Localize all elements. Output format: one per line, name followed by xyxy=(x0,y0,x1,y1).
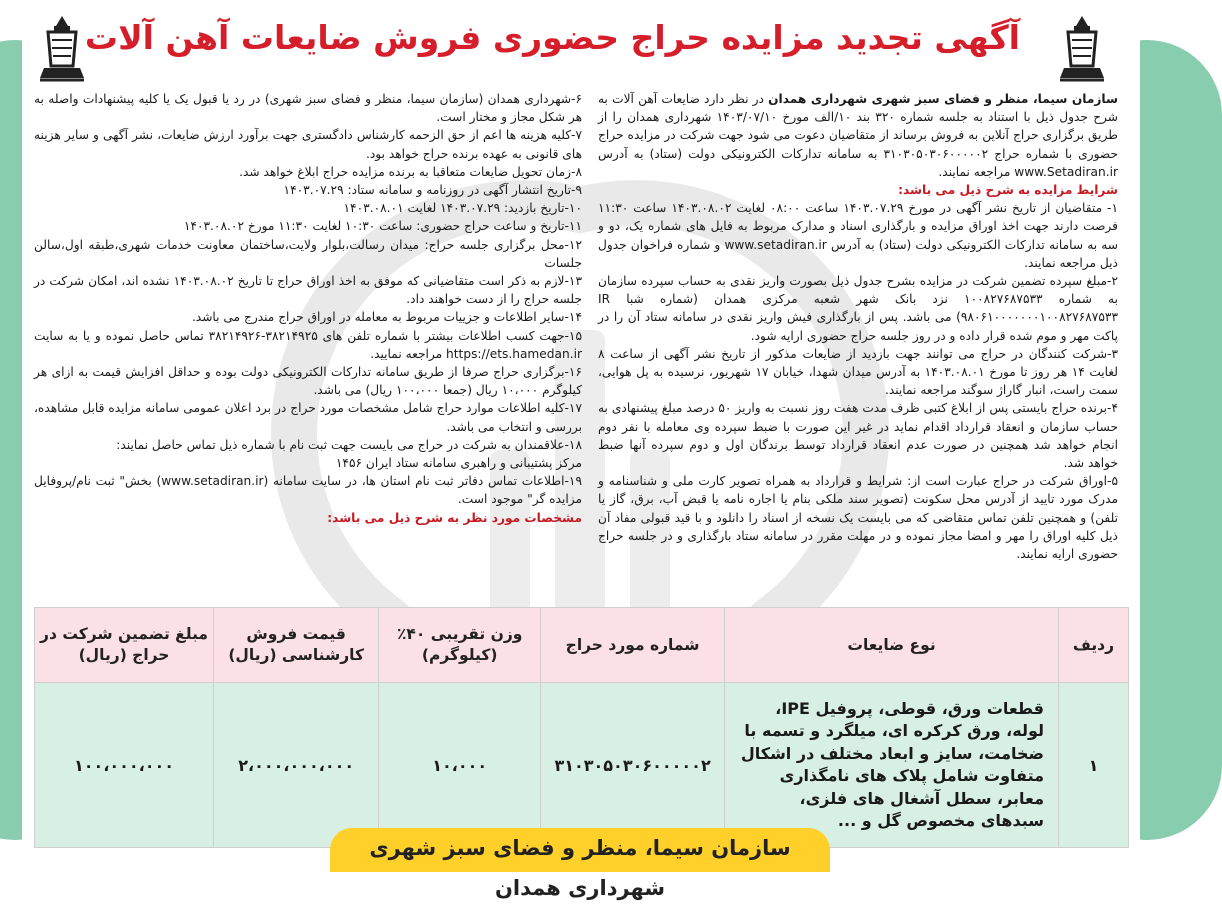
col-type-header: نوع ضایعات xyxy=(725,608,1059,683)
ad-header xyxy=(22,8,1140,88)
condition-item-18-sub: مرکز پشتیبانی و راهبری سامانه ستاد ایران ۱۴۵۶ xyxy=(335,456,582,471)
condition-item-15 xyxy=(34,327,582,363)
col-guarantee-header: مبلغ تضمین شرکت در حراج (ریال) xyxy=(35,608,214,683)
condition-item-7: ۷-کلیه هزینه ها اعم از حق الزحمه کارشناس دادگستری جهت برآورد ارزش ضایعات، نشر آگهی و سایر هزینه های قانونی به عهده برنده حراج خواهد بود. xyxy=(34,128,582,161)
condition-item-2: ۲-مبلغ سپرده تضمین شرکت در مزایده بشرح جدول ذیل بصورت واریز نقدی به حساب سپرده سازمان به شماره ۱۰۰۸۲۷۶۸۷۵۳۳ نزد بانک شهر شعبه مرکزی همدان (شماره شبا IR ۹۸۰۶۱۰۰۰۰۰۰۰۱۰۰۸۲۷۶۸۷۵۳۳) می باشد. پس از بارگذاری فیش واریز نقدی در سامانه ستاد آن را در پاکت مهر و موم شده قرار داده و در روز جلسه حراج حضوری ارایه شود. xyxy=(598,274,1118,343)
condition-item-17: ۱۷-کلیه اطلاعات موارد حراج شامل مشخصات مورد حراج در برد اعلان عمومی سامانه مزایده قابل مشاهده، بررسی و انتخاب می باشد. xyxy=(34,401,582,434)
col-index-header: ردیف xyxy=(1059,608,1129,683)
hamedan-link[interactable]: https://ets.hamedan.ir xyxy=(446,346,582,361)
condition-item-14: ۱۴-سایر اطلاعات و جزییات مربوط به معامله در اوراق حراج مندرج می باشد. xyxy=(191,310,582,325)
col-auction-number-header: شماره مورد حراج xyxy=(541,608,725,683)
col-weight-header: وزن تقریبی ۴۰٪ (کیلوگرم) xyxy=(379,608,541,683)
municipality-logo-icon xyxy=(34,14,90,86)
cell-index: ۱ xyxy=(1059,683,1129,848)
table-row xyxy=(35,683,1129,848)
setadiran-link[interactable]: www.Setadiran.ir xyxy=(1014,164,1118,179)
condition-item-6: ۶-شهرداری همدان (سازمان سیما، منظر و فضای سبز شهری) در رد یا قبول یک یا کلیه پیشنهادات واصله به هر شکل مجاز و مختار است. xyxy=(34,92,582,125)
intro-end: مراجعه نمایند. xyxy=(938,164,1015,179)
condition-item-19 xyxy=(34,472,582,508)
cell-guarantee: ۱۰۰،۰۰۰،۰۰۰ xyxy=(35,683,214,848)
condition-item-1-end: و شماره فراخوان جدول ذیل مراجعه نمایند. xyxy=(598,237,1118,270)
condition-item-12: ۱۲-محل برگزاری جلسه حراج: میدان رسالت،بلوار ولایت،ساختمان معاونت خدمات شهری،طبقه اول،سالن جلسات xyxy=(34,237,582,270)
intro-text: در نظر دارد ضایعات آهن آلات به شرح جدول ذیل با استناد به جلسه شماره ۳۲۰ بند ۱۰/الف مورخ ۱۴۰۳/۰۷/۱۰ شهرداری همدان را از طریق برگزاری حراج آنلاین به فروش برساند از متقاضیان دعوت می شود جهت شرکت در مزایده حراج حضوری با شماره حراج ۳۱۰۳۰۵۰۳۰۶۰۰۰۰۰۲ به سامانه تدارکات الکترونیکی دولت (ستاد) به آدرس xyxy=(598,92,1118,161)
intro-org: سازمان سیما، منظر و فضای سبز شهری شهرداری همدان xyxy=(768,92,1118,106)
left-text-column xyxy=(34,90,582,527)
municipality-logo-icon-right xyxy=(1054,14,1110,86)
ad-title: آگهی تجدید مزایده حراج حضوری فروش ضایعات آهن آلات xyxy=(84,18,1020,57)
condition-item-15-text: ۱۵-جهت کسب اطلاعات بیشتر با شماره تلفن های ۳۸۲۱۴۹۲۵-۳۸۲۱۴۹۲۶ تماس حاصل نموده و یا به سایت xyxy=(34,328,582,343)
condition-item-11: ۱۱-تاریخ و ساعت حراج حضوری: ساعت ۱۰:۳۰ لغایت ۱۱:۳۰ مورخ ۱۴۰۳.۰۸.۰۲ xyxy=(183,219,582,234)
condition-item-9: ۹-تاریخ انتشار آگهی در روزنامه و سامانه ستاد: ۱۴۰۳.۰۷.۲۹ xyxy=(283,183,582,198)
footer-banner: سازمان سیما، منظر و فضای سبز شهری شهرداری همدان xyxy=(330,828,830,872)
cell-price: ۲،۰۰۰،۰۰۰،۰۰۰ xyxy=(214,683,379,848)
condition-item-15-end: مراجعه نمایید. xyxy=(370,346,447,361)
condition-item-16: ۱۶-برگزاری حراج صرفا از طریق سامانه تدارکات الکترونیکی دولت بوده و حداقل افزایش قیمت به ازای هر کیلوگرم ۱۰،۰۰۰ ریال (جمعا ۱۰۰،۰۰۰ ریال) می باشد. xyxy=(34,365,582,398)
condition-item-1-text: ۱- متقاضیان از تاریخ نشر آگهی در مورخ ۱۴۰۳.۰۷.۲۹ ساعت ۰۸:۰۰ لغایت ۱۴۰۳.۰۸.۰۲ ساعت ۱۱:۳۰ فرصت دارند جهت اخذ اوراق مزایده و بارگذاری اسناد و مدارک مربوط به فایل های شماره یک، دو و سه به سامانه تدارکات الکترونیکی دولت (ستاد) به آدرس xyxy=(598,201,1119,252)
condition-item-19-end: بخش" ثبت نام/پروفایل مزایده گر" موجود است. xyxy=(34,474,582,507)
condition-item-8: ۸-زمان تحویل ضایعات متعاقبا به برنده مزایده حراج ابلاغ خواهد شد. xyxy=(239,164,582,179)
table-header-row xyxy=(35,608,1129,683)
condition-item-10: ۱۰-تاریخ بازدید: ۱۴۰۳.۰۷.۲۹ لغایت ۱۴۰۳.۰۸.۰۱ xyxy=(343,201,582,216)
condition-item-13: ۱۳-لازم به ذکر است متقاضیانی که موفق به اخذ اوراق حراج تا تاریخ ۱۴۰۳.۰۸.۰۲ نشده اند، امکان شرکت در جلسه حراج را از دست خواهند داد. xyxy=(34,274,582,307)
intro-paragraph xyxy=(598,90,1118,181)
conditions-heading: شرایط مزایده به شرح ذیل می باشد: xyxy=(898,183,1118,198)
condition-item-4: ۴-برنده حراج بایستی پس از ابلاغ کتبی ظرف مدت هفت روز نسبت به واریز ۵۰ درصد مبلغ پیشنهادی به حساب سازمان و انعقاد قرارداد اقدام نماید در غیر این صورت با ضبط سپرده وی معامله با نفر دوم انجام خواهد شد همچنین در صورت عدم انعقاد قرارداد توسط برندگان اول و دوم سپرده آنها ضبط خواهد شد. xyxy=(598,401,1118,471)
cell-description: قطعات ورق، قوطی، پروفیل IPE، لوله، ورق کرکره ای، میلگرد و تسمه با ضخامت، سایز و ابعاد مختلف در اشکال متفاوت شامل پلاک های نامگذاری معابر، سطل آشغال های فلزی، سبدهای مخصوص گل و ... xyxy=(725,683,1059,848)
setadiran-link-2[interactable]: www.setadiran.ir xyxy=(724,237,827,252)
cell-auction-number: ۳۱۰۳۰۵۰۳۰۶۰۰۰۰۰۲ xyxy=(541,683,725,848)
condition-item-5: ۵-اوراق شرکت در حراج عبارت است از: شرایط و قرارداد به همراه تصویر کارت ملی و شناسنامه و مدرک مورد تایید از آدرس محل سکونت (تصویر سند ملکی بنام یا اجاره نامه یا قبض آب، برق، گاز یا تلفن) و همچنین تلفن تماس متقاضی که می بایست یک نسخه از اسناد را دانلود و با قید قبولی مفاد آن ذیل کلیه اوراق را مهر و امضا مجاز نموده و در مهلت مقرر در سامانه ستاد بارگذاری و در جلسه حراج حضوری ارایه نمایند. xyxy=(598,474,1118,562)
col-price-header: قیمت فروش کارشناسی (ریال) xyxy=(214,608,379,683)
condition-item-1 xyxy=(598,199,1118,272)
condition-item-19-text: ۱۹-اطلاعات تماس دفاتر ثبت نام استان ها، در سایت سامانه xyxy=(268,474,582,489)
condition-item-3: ۳-شرکت کنندگان در حراج می توانند جهت بازدید از ضایعات مذکور از تاریخ نشر آگهی از ساعت ۸ لغایت ۱۴ هر روز تا مورخ ۱۴۰۳.۰۸.۰۱ به آدرس میدان شهدا، خیابان ۱۷ شهریور، نرسیده به پل هوایی، سمت راست، انبار گاراژ سوگند مراجعه نمایند. xyxy=(598,346,1118,398)
specs-table xyxy=(34,607,1129,848)
condition-item-18: ۱۸-علاقمندان به شرکت در حراج می بایست جهت ثبت نام با شماره ذیل تماس حاصل نمایند: xyxy=(116,437,582,452)
cell-weight: ۱۰،۰۰۰ xyxy=(379,683,541,848)
specs-heading: مشخصات مورد نظر به شرح ذیل می باشد: xyxy=(327,510,582,525)
right-text-column xyxy=(598,90,1118,563)
setadiran-link-3[interactable]: (www.setadiran.ir) xyxy=(156,474,269,489)
